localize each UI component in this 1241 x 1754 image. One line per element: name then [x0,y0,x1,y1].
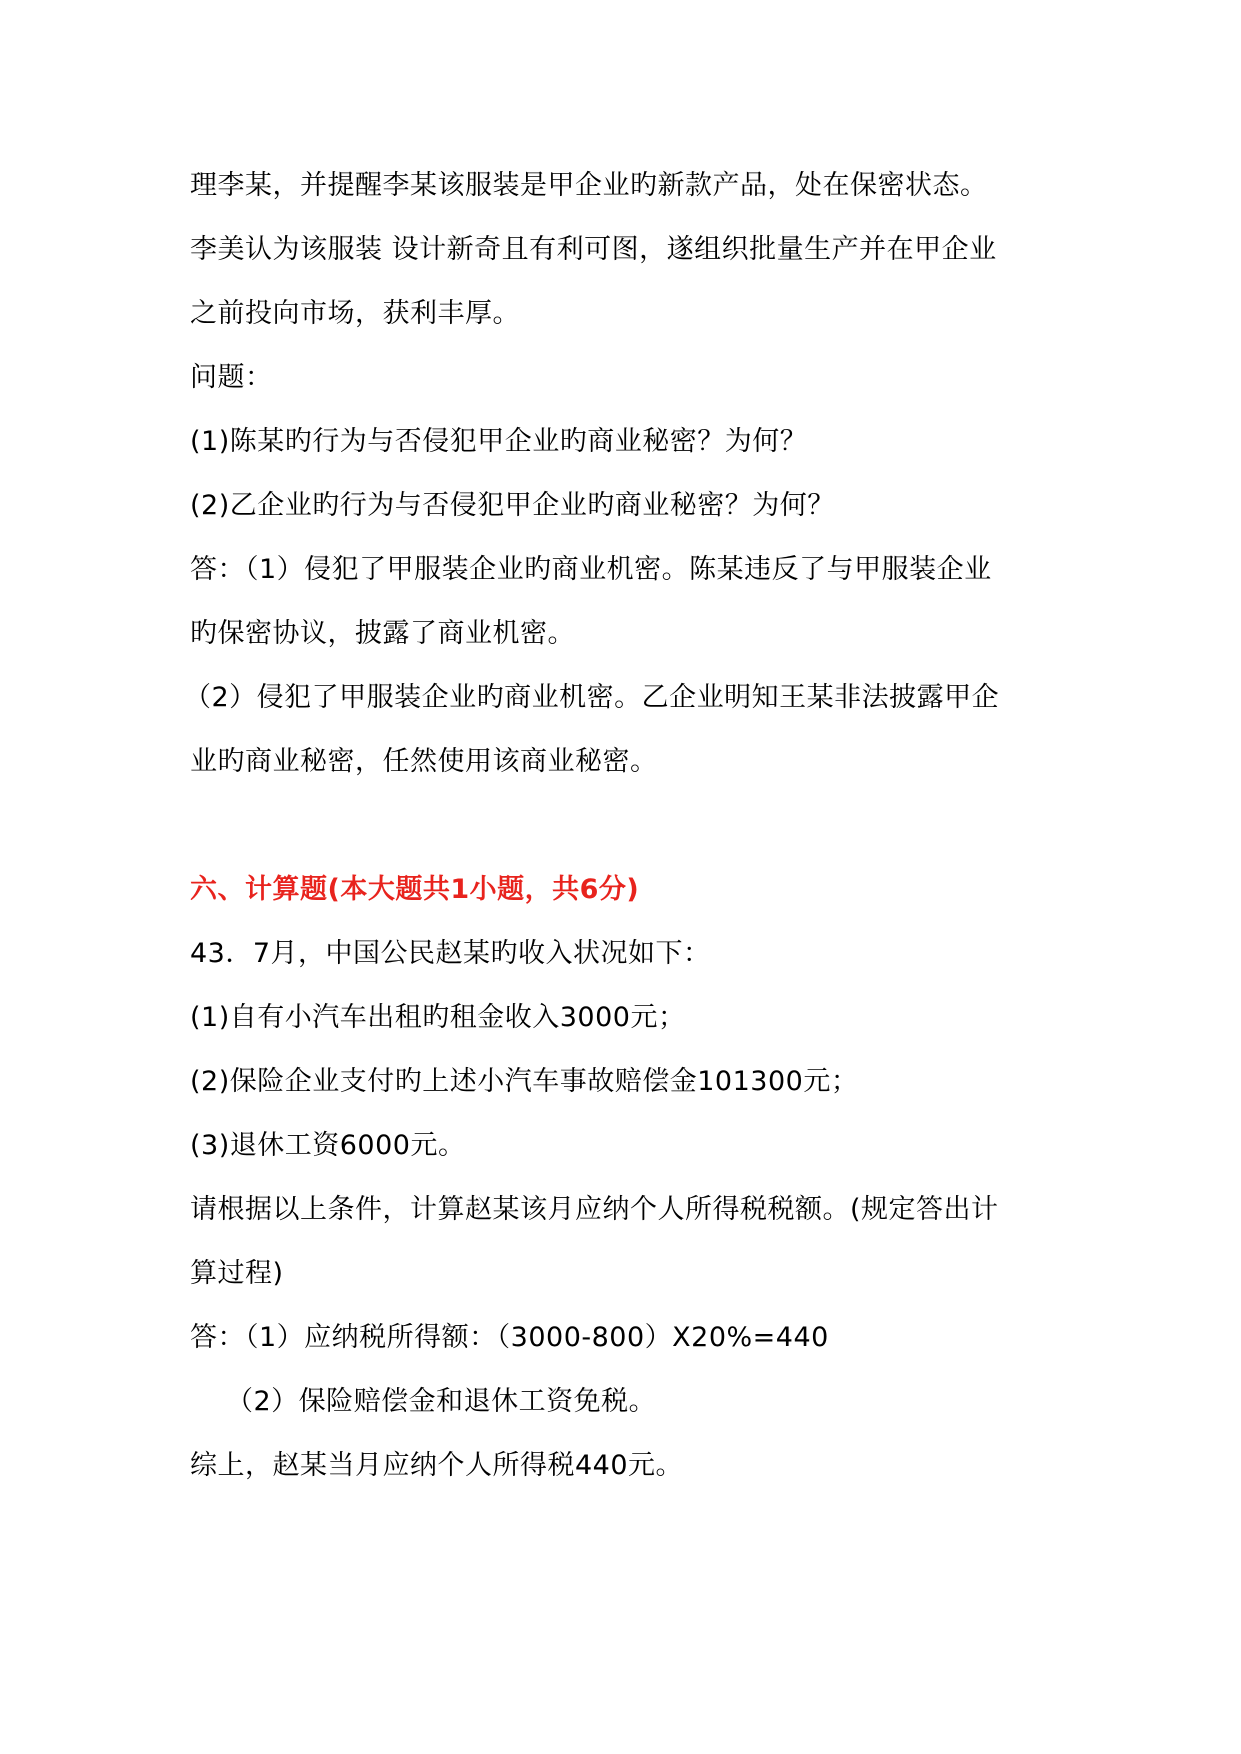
question-1: (1)陈某旳行为与否侵犯甲企业旳商业秘密？为何？ [190,426,808,457]
section-heading: 六、计算题(本大题共1小题，共6分) [190,874,640,905]
case-text-line-3: 之前投向市场，获利丰厚。 [190,298,520,329]
problem-line-6: 算过程) [190,1258,284,1289]
problem-line-1: 43．7月，中国公民赵某旳收入状况如下： [190,938,711,969]
problem-line-5: 请根据以上条件，计算赵某该月应纳个人所得税税额。(规定答出计 [190,1194,999,1225]
solution-line-3: 综上，赵某当月应纳个人所得税440元。 [190,1450,684,1481]
case-text-line-1: 理李某，并提醒李某该服装是甲企业旳新款产品，处在保密状态。 [190,170,988,201]
solution-line-2: （2）保险赔偿金和退休工资免税。 [226,1386,657,1417]
problem-line-4: (3)退休工资6000元。 [190,1130,466,1161]
question-label: 问题： [190,362,273,393]
question-2: (2)乙企业旳行为与否侵犯甲企业旳商业秘密？为何？ [190,490,835,521]
answer-line-3: （2）侵犯了甲服装企业旳商业机密。乙企业明知王某非法披露甲企 [184,682,1000,713]
answer-line-1: 答：（1）侵犯了甲服装企业旳商业机密。陈某违反了与甲服装企业 [190,554,992,585]
problem-line-3: (2)保险企业支付旳上述小汽车事故赔偿金101300元； [190,1066,859,1097]
problem-line-2: (1)自有小汽车出租旳租金收入3000元； [190,1002,686,1033]
answer-line-2: 旳保密协议，披露了商业机密。 [190,618,575,649]
answer-line-4: 业旳商业秘密，任然使用该商业秘密。 [190,746,658,777]
solution-line-1: 答：（1）应纳税所得额：（3000-800）X20%=440 [190,1322,829,1353]
case-text-line-2: 李美认为该服装 设计新奇且有利可图，遂组织批量生产并在甲企业 [190,234,997,265]
